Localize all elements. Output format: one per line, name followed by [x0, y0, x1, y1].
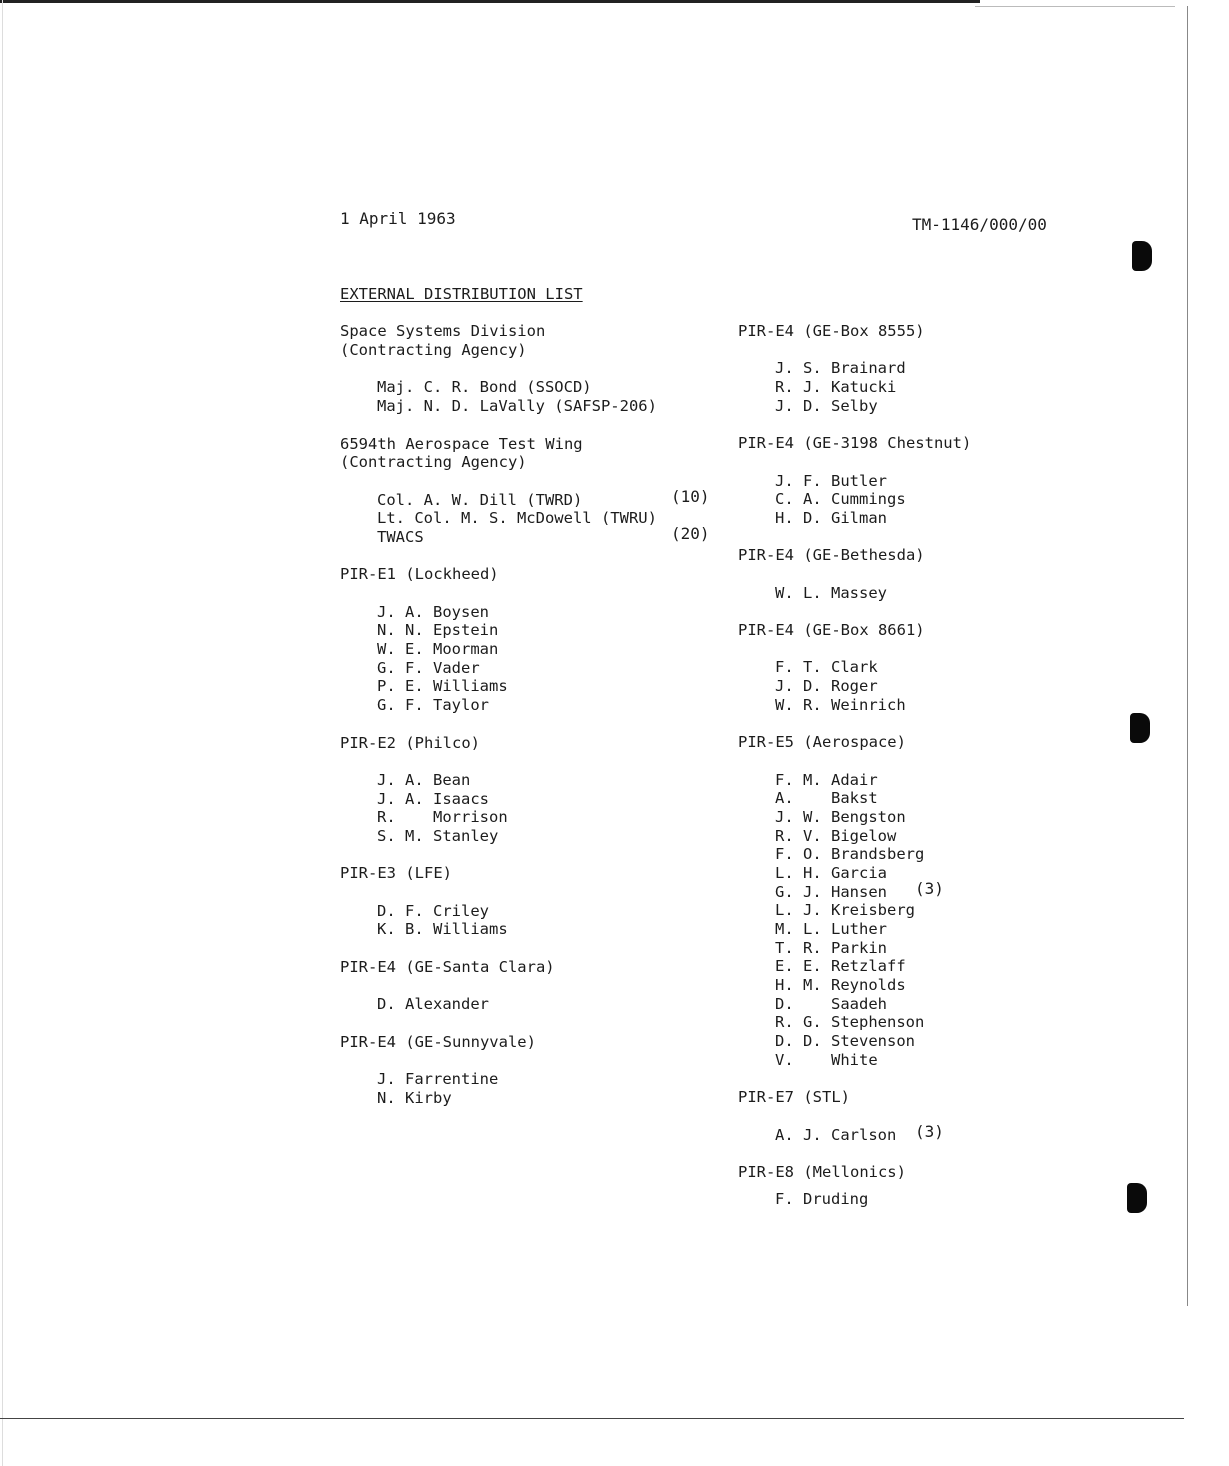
member-name: A. J. Carlson [775, 1125, 897, 1144]
org-heading: PIR-E4 (GE-3198 Chestnut) [738, 434, 972, 453]
org-heading: PIR-E4 (GE-Sunnyvale) [340, 1032, 536, 1051]
document-number: TM-1146/000/00 [912, 215, 1047, 234]
list-item: Maj. C. R. Bond (SSOCD) [377, 378, 592, 397]
list-item: J. A. Bean [377, 770, 471, 789]
list-item: F. Druding [775, 1189, 869, 1208]
page-edge-top [0, 0, 980, 3]
org-heading: PIR-E4 (GE-Box 8555) [738, 322, 925, 340]
left-column [340, 285, 720, 1107]
list-item: Maj. N. D. LaVally (SAFSP-206) [377, 397, 657, 416]
copy-count: (3) [915, 878, 944, 898]
list-item: M. L. Luther [775, 920, 887, 938]
org-heading: PIR-E7 (STL) [738, 1088, 850, 1107]
member-name: TWACS [377, 527, 424, 546]
list-item: T. R. Parkin [775, 938, 887, 957]
list-item: G. F. Taylor [377, 696, 489, 715]
list-item: J. W. Bengston [775, 807, 906, 826]
list-item: E. E. Retzlaff [775, 957, 906, 976]
list-item: D. D. Stevenson [775, 1032, 915, 1051]
list-item: V. White [775, 1050, 878, 1069]
list-item: J. D. Selby [775, 396, 878, 415]
right-column [738, 322, 1118, 1208]
list-item: R. Morrison [377, 808, 508, 827]
list-item: W. L. Massey [775, 583, 887, 602]
list-item [738, 1121, 1118, 1145]
copy-count: (3) [915, 1121, 944, 1141]
page-edge-top-thin [975, 6, 1175, 7]
list-item: R. J. Katucki [775, 378, 897, 397]
list-item: G. F. Vader [377, 658, 480, 677]
list-item: L. J. Kreisberg [775, 901, 915, 920]
list-item: P. E. Williams [377, 677, 508, 696]
list-item: H. M. Reynolds [775, 976, 906, 995]
list-item: J. Farrentine [377, 1069, 499, 1088]
list-item: N. N. Epstein [377, 621, 499, 640]
list-item [340, 523, 720, 547]
list-item: K. B. Williams [377, 920, 508, 939]
list-item: F. T. Clark [775, 658, 878, 677]
list-title: EXTERNAL DISTRIBUTION LIST [340, 285, 583, 303]
list-item: J. D. Roger [775, 677, 878, 696]
page-edge-left [2, 0, 3, 1466]
list-item: L. H. Garcia [775, 863, 887, 882]
list-item [738, 878, 1118, 902]
copy-count: (20) [671, 523, 710, 543]
document-date: 1 April 1963 [340, 209, 456, 228]
list-item: H. D. Gilman [775, 508, 887, 527]
org-heading: PIR-E4 (GE-Bethesda) [738, 546, 925, 565]
page-edge-right [1187, 6, 1188, 1306]
org-heading: PIR-E2 (Philco) [340, 733, 480, 752]
list-item: R. G. Stephenson [775, 1013, 925, 1032]
org-heading: PIR-E5 (Aerospace) [738, 733, 906, 752]
org-heading: PIR-E4 (GE-Box 8661) [738, 621, 925, 639]
org-heading: 6594th Aerospace Test Wing [340, 434, 583, 453]
org-subheading: (Contracting Agency) [340, 341, 527, 360]
list-item: F. O. Brandsberg [775, 845, 925, 864]
org-heading: PIR-E4 (GE-Santa Clara) [340, 957, 555, 976]
list-item: N. Kirby [377, 1088, 452, 1107]
copy-count: (10) [671, 486, 710, 506]
org-heading: Space Systems Division [340, 322, 546, 341]
list-item: D. Saadeh [775, 994, 887, 1013]
list-item: Lt. Col. M. S. McDowell (TWRU) [377, 509, 657, 528]
punch-hole-mark [1127, 1183, 1147, 1213]
punch-hole-mark [1130, 713, 1150, 743]
list-item: A. Bakst [775, 789, 878, 808]
org-heading: PIR-E3 (LFE) [340, 864, 452, 883]
org-heading: PIR-E8 (Mellonics) [738, 1162, 906, 1181]
list-item: J. S. Brainard [775, 359, 906, 378]
page-edge-bottom [0, 1418, 1184, 1419]
org-heading: PIR-E1 (Lockheed) [340, 565, 499, 584]
list-item: D. Alexander [377, 995, 489, 1014]
list-item: J. A. Boysen [377, 602, 489, 621]
list-item: R. V. Bigelow [775, 826, 897, 845]
member-name: Col. A. W. Dill (TWRD) [377, 490, 583, 509]
list-item: C. A. Cummings [775, 490, 906, 509]
org-subheading: (Contracting Agency) [340, 453, 527, 472]
list-item: W. E. Moorman [377, 640, 499, 659]
list-item: W. R. Weinrich [775, 695, 906, 714]
list-item: F. M. Adair [775, 770, 878, 789]
list-item: S. M. Stanley [377, 826, 499, 845]
list-item: J. A. Isaacs [377, 789, 489, 808]
list-item: J. F. Butler [775, 471, 887, 490]
member-name: G. J. Hansen [775, 882, 887, 901]
list-item: D. F. Criley [377, 901, 489, 920]
punch-hole-mark [1132, 241, 1152, 271]
list-item [340, 486, 720, 510]
